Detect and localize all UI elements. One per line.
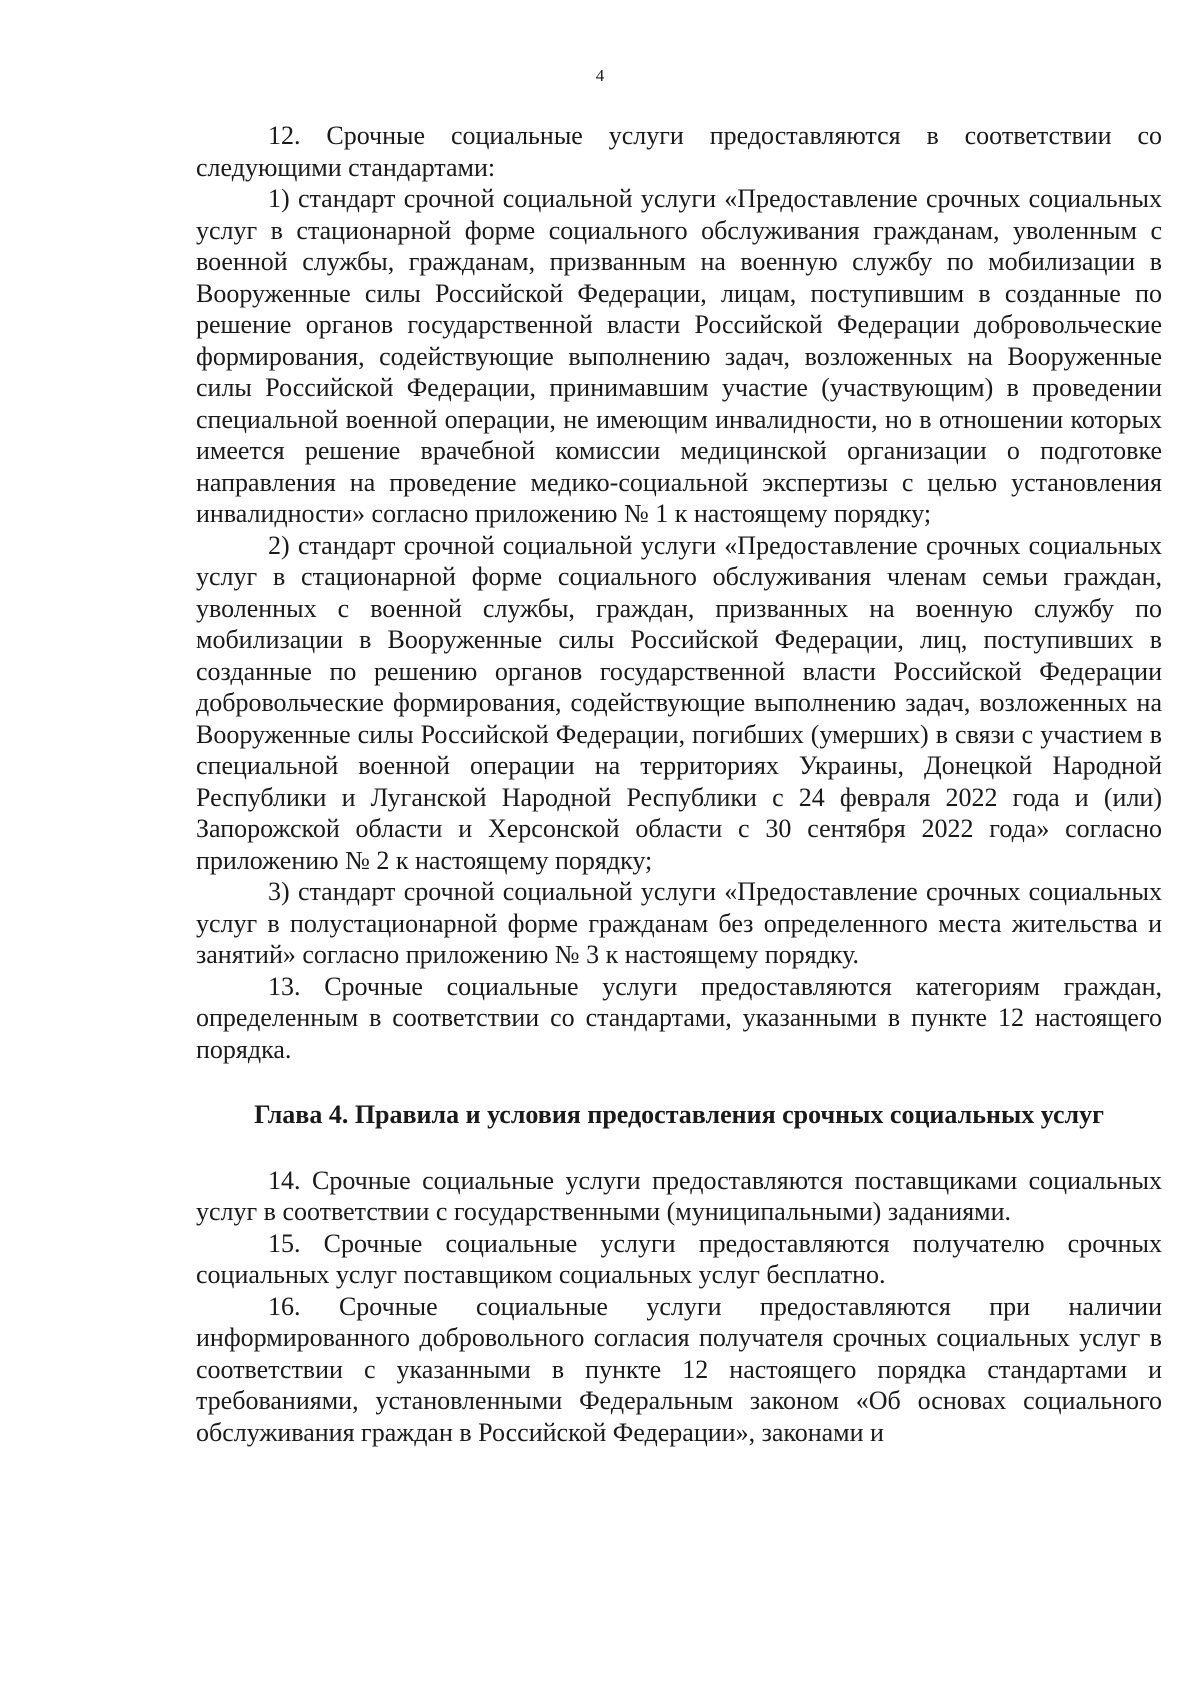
paragraph-16: 16. Срочные социальные услуги предоставляются при наличии информированного добровольного согласия получателя срочных социальных услуг в соответствии с указанными в пункте 12 настоящего порядка стандартами и требованиями, установленными Федеральным законом «Об основах социального обслуживания граждан в Российской Федерации», законами и <box>196 1291 1162 1447</box>
paragraph-12-item-3: 3) стандарт срочной социальной услуги «Предоставление срочных социальных услуг в полустационарной форме гражданам без определенного места жительства и занятий» согласно приложению № 3 к настоящему порядку. <box>196 877 1162 969</box>
paragraph-12: 12. Срочные социальные услуги предоставляются в соответствии со следующими стандартами: <box>196 121 1162 182</box>
paragraph-15: 15. Срочные социальные услуги предоставляются получателю срочных социальных услуг поставщиком социальных услуг бесплатно. <box>196 1228 1162 1289</box>
chapter-heading: Глава 4. Правила и условия предоставления срочных социальных услуг <box>254 1100 1104 1129</box>
paragraph-14: 14. Срочные социальные услуги предоставляются поставщиками социальных услуг в соответствии с государственными (муниципальными) заданиями. <box>196 1165 1162 1226</box>
paragraph-12-item-2: 2) стандарт срочной социальной услуги «Предоставление срочных социальных услуг в стационарной форме социального обслуживания членам семьи граждан, уволенных с военной службы, граждан, призванных на военную службу по мобилизации в Вооруженные силы Российской Федерации, лиц, поступивших в созданные по решению органов государственной власти Российской Федерации добровольческие формирования, содействующие выполнению задач, возложенных на Вооруженные силы Российской Федерации, погибших (умерших) в связи с участием в специальной военной операции на территориях Украины, Донецкой Народной Республики и Луганской Народной Республики с 24 февраля 2022 года и (или) Запорожской области и Херсонской области с 30 сентября 2022 года» согласно приложению № 2 к настоящему порядку; <box>196 530 1162 875</box>
paragraph-13: 13. Срочные социальные услуги предоставляются категориям граждан, определенным в соответствии со стандартами, указанными в пункте 12 настоящего порядка. <box>196 971 1162 1064</box>
document-body <box>196 120 1162 1448</box>
paragraph-12-item-1: 1) стандарт срочной социальной услуги «Предоставление срочных социальных услуг в стационарной форме социального обслуживания гражданам, уволенным с военной службы, гражданам, призванным на военную службу по мобилизации в Вооруженные силы Российской Федерации, лицам, поступившим в созданные по решение органов государственной власти Российской Федерации добровольческие формирования, содействующие выполнению задач, возложенных на Вооруженные силы Российской Федерации, принимавшим участие (участвующим) в проведении специальной военной операции, не имеющим инвалидности, но в отношении которых имеется решение врачебной комиссии медицинской организации о подготовке направления на проведение медико-социальной экспертизы с целью установления инвалидности» согласно приложению № 1 к настоящему порядку; <box>196 184 1162 528</box>
page-number: 4 <box>595 66 605 85</box>
